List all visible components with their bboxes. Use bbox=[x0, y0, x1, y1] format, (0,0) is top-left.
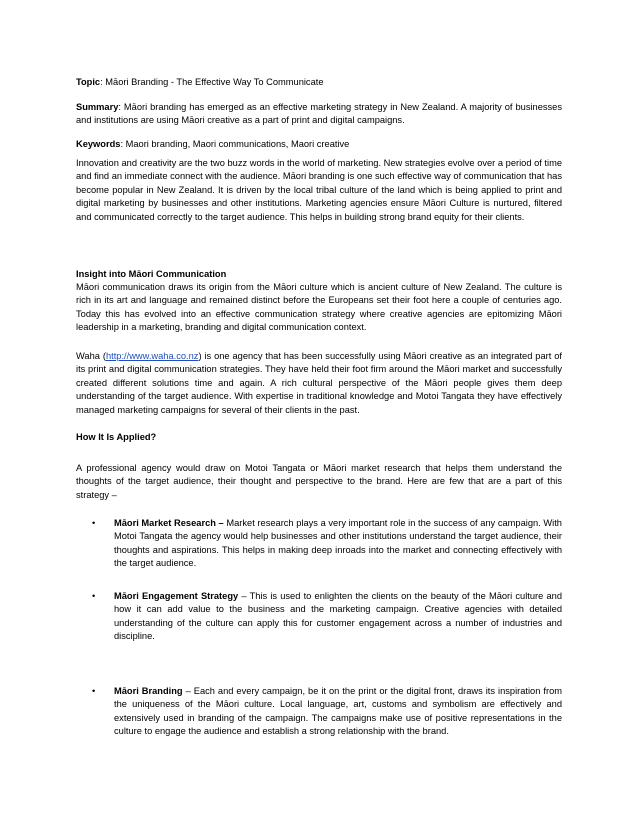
applied-paragraph: A professional agency would draw on Motoi Tangata or Māori market research that helps them understand the thoughts of the target audience, their thought and perspective to the brand. Here are few that are a part of this strategy – bbox=[76, 463, 562, 500]
intro-paragraph: Innovation and creativity are the two buzz words in the world of marketing. New strategies evolve over a period of time and find an immediate connect with the audience. Māori branding is one such effective way of communication that has become popular in New Zealand. It is driven by the local tribal culture of the land which is being applied to print and digital marketing by businesses and other institutions. Marketing agencies ensure Māori Culture is nurtured, filtered and communicated correctly to the target audience. This helps in building strong brand equity for their clients. bbox=[76, 158, 562, 222]
bullet-text: – Each and every campaign, be it on the print or the digital front, draws its inspiration from the uniqueness of the Māori culture. Local language, art, customs and symbolism are effectively and extensively used in branding of the campaign. The campaigns make use of positive representations in the culture to engage the audience and establish a strong relationship with the brand. bbox=[114, 686, 562, 737]
bullet-text: – This is used to enlighten the clients on the beauty of the Māori culture and how it can add value to the business and the marketing campaign. Creative agencies with detailed understanding of the culture can apply this for customer engagement across a number of industries and discipline. bbox=[114, 591, 563, 642]
bullet-title: Māori Engagement Strategy bbox=[114, 591, 239, 601]
topic-label: Topic bbox=[76, 77, 101, 87]
bullet-title: Māori Branding bbox=[114, 686, 183, 696]
bullet-dot: • bbox=[92, 518, 96, 528]
waha-text: ) is one agency that has been successfully using Māori creative as an integrated part of its print and digital communication strategies. They have held their foot firm around the Māori market and successfully created different solutions time and again. A rich cultural perspective of the Māori people gives them deep understanding of the target audience. With expertise in traditional knowledge and Motoi Tangata they have effectively managed marketing campaigns for several of their clients in the past. bbox=[76, 351, 562, 415]
bullet-item bbox=[92, 590, 562, 644]
insight-heading: Insight into Māori Communication bbox=[76, 269, 227, 279]
bullet-item bbox=[92, 685, 562, 739]
topic-line bbox=[76, 76, 562, 89]
summary-label: Summary bbox=[76, 102, 119, 112]
summary-paragraph bbox=[76, 101, 562, 128]
bullet-text: Market research plays a very important role in the success of any campaign. With Motoi Tangata the agency would help businesses and other institutions understand the target audience, their thoughts and aspirations. This helps in making deep inroads into the market and connecting effectively with the target audience. bbox=[114, 518, 562, 569]
insight-paragraph: Māori communication draws its origin from the Māori culture which is ancient culture of New Zealand. The culture is rich in its art and language and remained distinct before the Europeans set their foot here a couple of centuries ago. Today this has evolved into an effective communication strategy where creative agencies are epitomizing Māori leadership in a marketing, branding and digital communication context. bbox=[76, 282, 562, 333]
summary-text: : Māori branding has emerged as an effective marketing strategy in New Zealand. A majority of businesses and institutions are using Māori creative as a part of print and digital campaigns. bbox=[76, 102, 562, 126]
waha-link[interactable]: http://www.waha.co.nz bbox=[105, 351, 199, 361]
bullet-title: Māori Market Research – bbox=[114, 518, 224, 528]
bullet-dot: • bbox=[92, 591, 96, 601]
waha-paragraph bbox=[76, 350, 562, 417]
waha-prefix: Waha ( bbox=[76, 351, 106, 361]
topic-text: : Māori Branding - The Effective Way To Communicate bbox=[100, 77, 324, 87]
applied-heading: How It Is Applied? bbox=[76, 432, 157, 442]
keywords-line bbox=[76, 138, 562, 151]
keywords-text: : Maori branding, Maori communications, Maori creative bbox=[120, 139, 350, 149]
bullet-dot: • bbox=[92, 686, 96, 696]
bullet-item bbox=[92, 517, 562, 571]
keywords-label: Keywords bbox=[76, 139, 121, 149]
